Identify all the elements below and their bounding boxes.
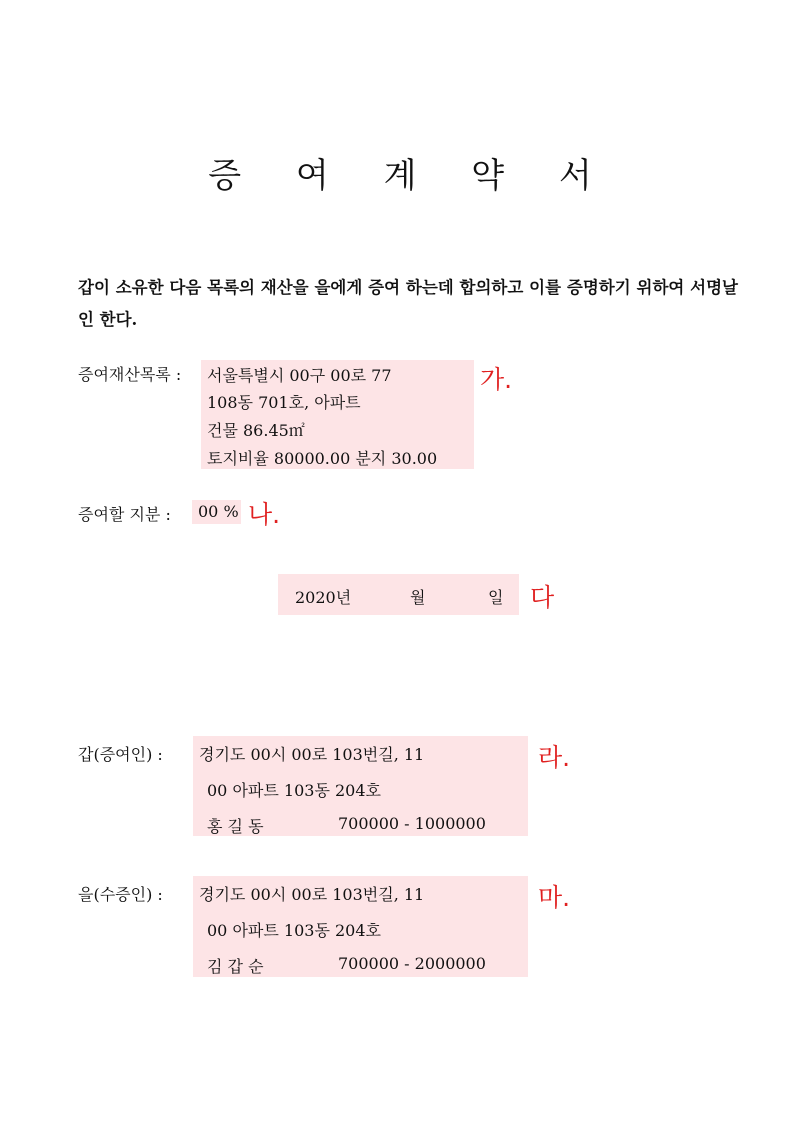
donee-name: 김 갑 순 xyxy=(207,957,264,976)
property-label: 증여재산목록 : xyxy=(78,365,182,384)
date-box[interactable] xyxy=(278,574,519,615)
date-day: 일 xyxy=(488,588,504,607)
donee-id: 700000 - 2000000 xyxy=(338,954,486,973)
donee-address-2: 00 아파트 103동 204호 xyxy=(207,921,381,940)
donee-address-1: 경기도 00시 00로 103번길, 11 xyxy=(199,885,425,904)
marker-da: 다 xyxy=(530,583,555,612)
donor-box[interactable] xyxy=(193,736,528,836)
property-box[interactable] xyxy=(201,360,474,469)
document-title: 증 여 계 약 서 xyxy=(208,156,614,196)
property-line-1: 서울특별시 00구 00로 77 xyxy=(207,366,392,385)
property-line-3: 건물 86.45㎡ xyxy=(207,421,305,440)
date-month: 월 xyxy=(410,588,426,607)
marker-ma: 마. xyxy=(538,883,571,912)
donor-label: 갑(증여인) : xyxy=(78,745,163,764)
property-line-4: 토지비율 80000.00 분지 30.00 xyxy=(207,449,438,468)
share-value[interactable]: 00 % xyxy=(192,500,241,524)
donor-address-1: 경기도 00시 00로 103번길, 11 xyxy=(199,745,425,764)
donor-id: 700000 - 1000000 xyxy=(338,814,486,833)
marker-ra: 라. xyxy=(538,743,571,772)
donee-label: 을(수증인) : xyxy=(78,885,163,904)
donor-address-2: 00 아파트 103동 204호 xyxy=(207,781,381,800)
marker-ga: 가. xyxy=(480,365,513,394)
donee-box[interactable] xyxy=(193,876,528,977)
intro-paragraph: 갑이 소유한 다음 목록의 재산을 을에게 증여 하는데 합의하고 이를 증명하기 위하여 서명날인 한다. xyxy=(78,278,738,329)
donor-name: 홍 길 동 xyxy=(207,817,264,836)
share-label: 증여할 지분 : xyxy=(78,505,171,524)
date-year: 2020년 xyxy=(295,588,352,607)
property-line-2: 108동 701호, 아파트 xyxy=(207,393,361,412)
marker-na: 나. xyxy=(248,500,281,529)
